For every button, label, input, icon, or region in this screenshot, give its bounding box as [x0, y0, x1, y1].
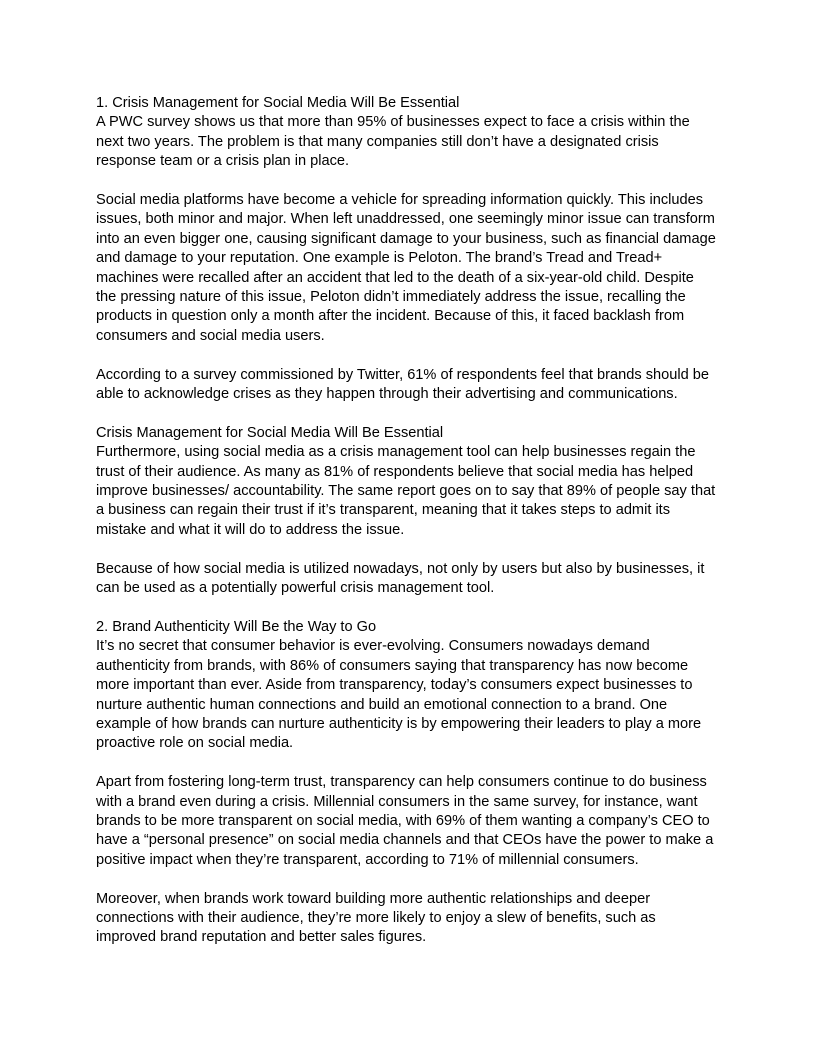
text-line: response team or a crisis plan in place.	[96, 153, 350, 170]
text-line: next two years. The problem is that many companies still don’t have a designated crisis	[96, 133, 659, 150]
section-2-heading: 2. Brand Authenticity Will Be the Way to Go	[96, 618, 377, 635]
text-line: a business can regain their trust if it’s transparent, meaning that it takes steps to admit its	[96, 502, 671, 519]
text-line: Furthermore, using social media as a crisis management tool can help businesses regain the	[96, 444, 696, 461]
text-line: Apart from fostering long-term trust, transparency can help consumers continue to do business	[96, 774, 707, 791]
peloton-paragraph	[96, 191, 722, 346]
text-line: consumers and social media users.	[96, 327, 325, 344]
text-line: trust of their audience. As many as 81% of respondents believe that social media has helped	[96, 463, 694, 480]
text-line: machines were recalled after an accident that led to the death of a six-year-old child. Despite	[96, 269, 694, 286]
text-line: According to a survey commissioned by Twitter, 61% of respondents feel that brands should be	[96, 366, 710, 383]
text-line: connections with their audience, they’re more likely to enjoy a slew of benefits, such as	[96, 909, 656, 926]
text-line: nurture authentic human connections and build an emotional connection to a brand. One	[96, 696, 668, 713]
text-line: Because of how social media is utilized nowadays, not only by users but also by businesses, it	[96, 560, 705, 577]
text-line: improved brand reputation and better sales figures.	[96, 929, 427, 946]
section-2-authenticity	[96, 618, 722, 754]
section-1-intro	[96, 94, 722, 172]
crisis-tool-section	[96, 424, 722, 540]
text-line: products in question only a month after the incident. Because of this, it faced backlash from	[96, 308, 685, 325]
text-line: positive impact when they’re transparent, according to 71% of millennial consumers.	[96, 851, 639, 868]
text-line: brands to be more transparent on social media, with 69% of them wanting a company’s CEO to	[96, 812, 710, 829]
text-line: and damage to your reputation. One example is Peloton. The brand’s Tread and Tread+	[96, 250, 663, 267]
text-line: example of how brands can nurture authenticity is by empowering their leaders to play a more	[96, 715, 702, 732]
document-page	[96, 94, 722, 948]
text-line: proactive role on social media.	[96, 735, 294, 752]
text-line: A PWC survey shows us that more than 95% of businesses expect to face a crisis within the	[96, 114, 690, 131]
benefits-paragraph	[96, 890, 722, 948]
millennial-paragraph	[96, 773, 722, 870]
text-line: mistake and what it will do to address the issue.	[96, 521, 405, 538]
text-line: into an even bigger one, causing significant damage to your business, such as financial damage	[96, 230, 716, 247]
text-line: have a “personal presence” on social media channels and that CEOs have the power to make a	[96, 832, 714, 849]
text-line: more important than ever. Aside from transparency, today’s consumers expect businesses to	[96, 677, 693, 694]
text-line: the pressing nature of this issue, Peloton didn’t immediately address the issue, recalling the	[96, 289, 686, 306]
section-1-heading: 1. Crisis Management for Social Media Will Be Essential	[96, 95, 460, 111]
text-line: can be used as a potentially powerful crisis management tool.	[96, 580, 495, 597]
text-line: with a brand even during a crisis. Millennial consumers in the same survey, for instance, want	[96, 793, 698, 810]
text-line: Moreover, when brands work toward building more authentic relationships and deeper	[96, 890, 651, 907]
twitter-survey-paragraph	[96, 366, 722, 405]
text-line: It’s no secret that consumer behavior is ever-evolving. Consumers nowadays demand	[96, 638, 650, 655]
social-media-tool-paragraph	[96, 560, 722, 599]
text-line: improve businesses/ accountability. The same report goes on to say that 89% of people say that	[96, 483, 716, 500]
text-line: issues, both minor and major. When left unaddressed, one seemingly minor issue can transform	[96, 211, 715, 228]
crisis-tool-heading: Crisis Management for Social Media Will Be Essential	[96, 424, 444, 441]
text-line: authenticity from brands, with 86% of consumers saying that transparency has now become	[96, 657, 689, 674]
text-line: able to acknowledge crises as they happen through their advertising and communications.	[96, 386, 678, 403]
text-line: Social media platforms have become a vehicle for spreading information quickly. This includes	[96, 192, 704, 209]
